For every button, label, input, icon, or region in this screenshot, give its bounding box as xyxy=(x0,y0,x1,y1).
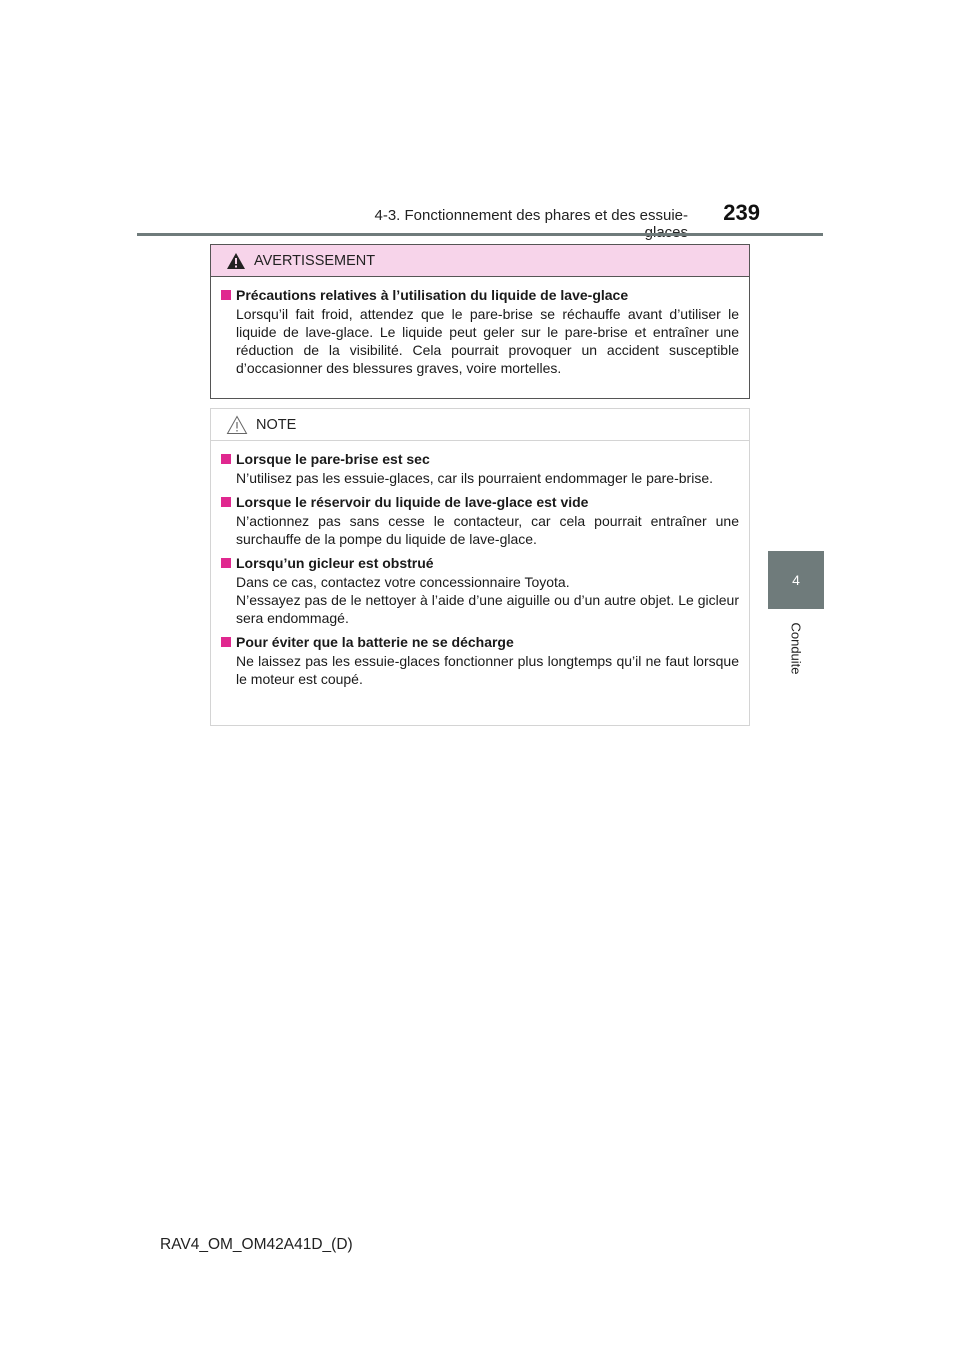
note-item-text: Ne laissez pas les essuie-glaces fonctionner plus longtemps qu’il ne faut lorsque le moteur est coupé. xyxy=(236,653,739,687)
chapter-number: 4 xyxy=(792,572,800,588)
note-box-body xyxy=(211,441,749,688)
square-bullet-icon xyxy=(221,558,231,568)
warning-triangle-icon xyxy=(226,252,246,270)
chapter-label: Conduite xyxy=(788,621,804,675)
note-item xyxy=(221,492,739,548)
note-item-text: N’actionnez pas sans cesse le contacteur, car cela pourrait entraîner une surchauffe de la pompe du liquide de lave-glace. xyxy=(236,513,739,547)
warning-box-body xyxy=(211,277,749,377)
note-item-title-text: Pour éviter que la batterie ne se décharge xyxy=(236,634,514,650)
chapter-label-container xyxy=(768,616,824,680)
caution-outline-triangle-icon xyxy=(226,415,248,435)
document-code: RAV4_OM_OM42A41D_(D) xyxy=(160,1236,353,1253)
note-item-title-text: Lorsqu’un gicleur est obstrué xyxy=(236,555,434,571)
header-rule xyxy=(137,233,823,236)
note-box xyxy=(210,408,750,726)
warning-item-title-text: Précautions relatives à l’utilisation du liquide de lave-glace xyxy=(236,287,629,303)
note-label: NOTE xyxy=(256,416,297,433)
square-bullet-icon xyxy=(221,497,231,507)
warning-item-title xyxy=(221,285,739,305)
note-item-title-text: Lorsque le pare-brise est sec xyxy=(236,451,430,467)
warning-box xyxy=(210,244,750,399)
warning-item-text: Lorsqu’il fait froid, attendez que le pare-brise se réchauffe avant d’utiliser le liquide de lave-glace. Le liquide peut geler sur le pare-brise et entraîner une réduction de la visibilité. Cela pourrait provoquer un accident susceptible d’occasionner des blessures graves, voire mortelles. xyxy=(236,306,739,376)
square-bullet-icon xyxy=(221,290,231,300)
note-item xyxy=(221,449,739,487)
section-title: 4-3. Fonctionnement des phares et des essuie- xyxy=(374,207,688,224)
note-item-title-text: Lorsque le réservoir du liquide de lave-glace est vide xyxy=(236,494,589,510)
note-item-title xyxy=(221,632,739,652)
square-bullet-icon xyxy=(221,454,231,464)
note-item-title xyxy=(221,449,739,469)
note-item-text: N’utilisez pas les essuie-glaces, car ils pourraient endommager le pare-brise. xyxy=(236,470,713,486)
chapter-tab[interactable] xyxy=(768,551,824,609)
note-item-title xyxy=(221,492,739,512)
warning-item xyxy=(221,285,739,377)
warning-box-header xyxy=(211,245,749,277)
note-item-title xyxy=(221,553,739,573)
page-number: 239 xyxy=(723,200,760,225)
note-item xyxy=(221,553,739,627)
square-bullet-icon xyxy=(221,637,231,647)
note-box-header xyxy=(211,409,749,441)
warning-label: AVERTISSEMENT xyxy=(254,252,376,269)
note-item xyxy=(221,632,739,688)
note-item-text: Dans ce cas, contactez votre concessionnaire Toyota. N’essayez pas de le nettoyer à l’aide d’une aiguille ou d’un autre objet. Le gicleur sera endommagé. xyxy=(236,574,739,626)
